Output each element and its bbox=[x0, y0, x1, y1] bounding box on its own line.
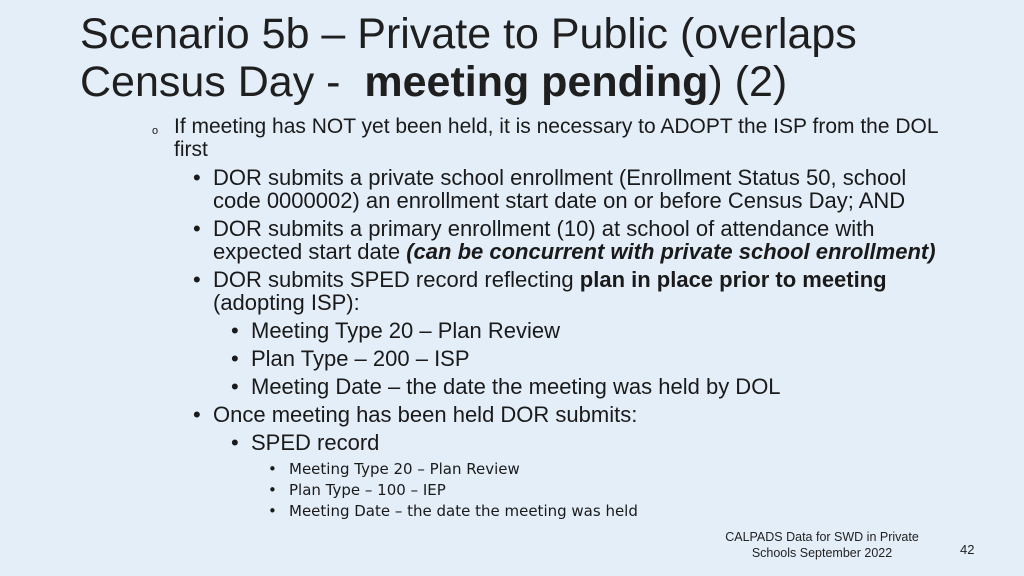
bullet-text: Once meeting has been held DOR submits: bbox=[213, 402, 638, 427]
bullet-dot-icon: • bbox=[231, 374, 239, 399]
slide-footer bbox=[706, 529, 938, 561]
slide-body bbox=[152, 115, 952, 522]
bullet-dot-icon: • bbox=[193, 402, 201, 427]
bullet-emphasis: (can be concurrent with private school enrollment) bbox=[406, 239, 936, 264]
title-line-2-suffix: ) (2) bbox=[708, 58, 788, 106]
bullet-text: Meeting Type 20 – Plan Review bbox=[251, 318, 560, 343]
bullet-text: Plan Type – 200 – ISP bbox=[251, 346, 470, 371]
footer-line-2: Schools September 2022 bbox=[751, 546, 893, 560]
slide-title bbox=[80, 10, 1000, 106]
page-number: 42 bbox=[960, 542, 975, 557]
bullet-level2 bbox=[152, 166, 952, 212]
title-line-1: Scenario 5b – Private to Public (overlaps bbox=[80, 10, 857, 58]
bullet-dot-icon: • bbox=[268, 481, 277, 499]
bullet-dot-icon: • bbox=[231, 318, 239, 343]
bullet-dot-icon: • bbox=[231, 346, 239, 371]
bullet-dot-icon: • bbox=[193, 267, 201, 292]
bullet-text: SPED record bbox=[251, 430, 380, 455]
bullet-dot-icon: • bbox=[193, 165, 201, 190]
bullet-bold: plan in place prior to meeting bbox=[579, 267, 887, 292]
bullet-level1 bbox=[152, 115, 952, 161]
bullet-level3 bbox=[152, 375, 952, 398]
footer-line-1: CALPADS Data for SWD in Private bbox=[725, 530, 919, 544]
bullet-text: Plan Type – 100 – IEP bbox=[289, 481, 446, 499]
bullet-level4 bbox=[152, 501, 952, 521]
bullet-text: If meeting has NOT yet been held, it is necessary to ADOPT the ISP from the DOL first bbox=[174, 115, 938, 161]
bullet-dot-icon: • bbox=[268, 502, 277, 520]
title-emphasis: meeting pending bbox=[364, 58, 709, 106]
bullet-level3 bbox=[152, 431, 952, 454]
bullet-dot-icon: • bbox=[193, 216, 201, 241]
bullet-text: Meeting Type 20 – Plan Review bbox=[289, 460, 520, 478]
bullet-level3 bbox=[152, 347, 952, 370]
bullet-dot-icon: • bbox=[231, 430, 239, 455]
bullet-level4 bbox=[152, 459, 952, 479]
bullet-level2 bbox=[152, 217, 952, 263]
bullet-text: Meeting Date – the date the meeting was held by DOL bbox=[251, 374, 781, 399]
bullet-text: DOR submits a private school enrollment (Enrollment Status 50, school code 0000002) an enrollment start date on or before Census Day; AND bbox=[213, 165, 907, 213]
bullet-level3 bbox=[152, 319, 952, 342]
bullet-level2 bbox=[152, 268, 952, 314]
bullet-text: Meeting Date – the date the meeting was held bbox=[289, 502, 638, 520]
bullet-level4 bbox=[152, 480, 952, 500]
bullet-level2 bbox=[152, 403, 952, 426]
bullet-suffix: (adopting ISP): bbox=[213, 290, 360, 315]
title-line-2-prefix: Census Day - bbox=[80, 58, 365, 106]
bullet-text: DOR submits SPED record reflecting bbox=[213, 267, 580, 292]
circle-bullet-icon: o bbox=[152, 125, 159, 137]
bullet-dot-icon: • bbox=[268, 460, 277, 478]
bullet-text: DOR submits a primary enrollment (10) at school of attendance with expected start date bbox=[213, 216, 875, 264]
